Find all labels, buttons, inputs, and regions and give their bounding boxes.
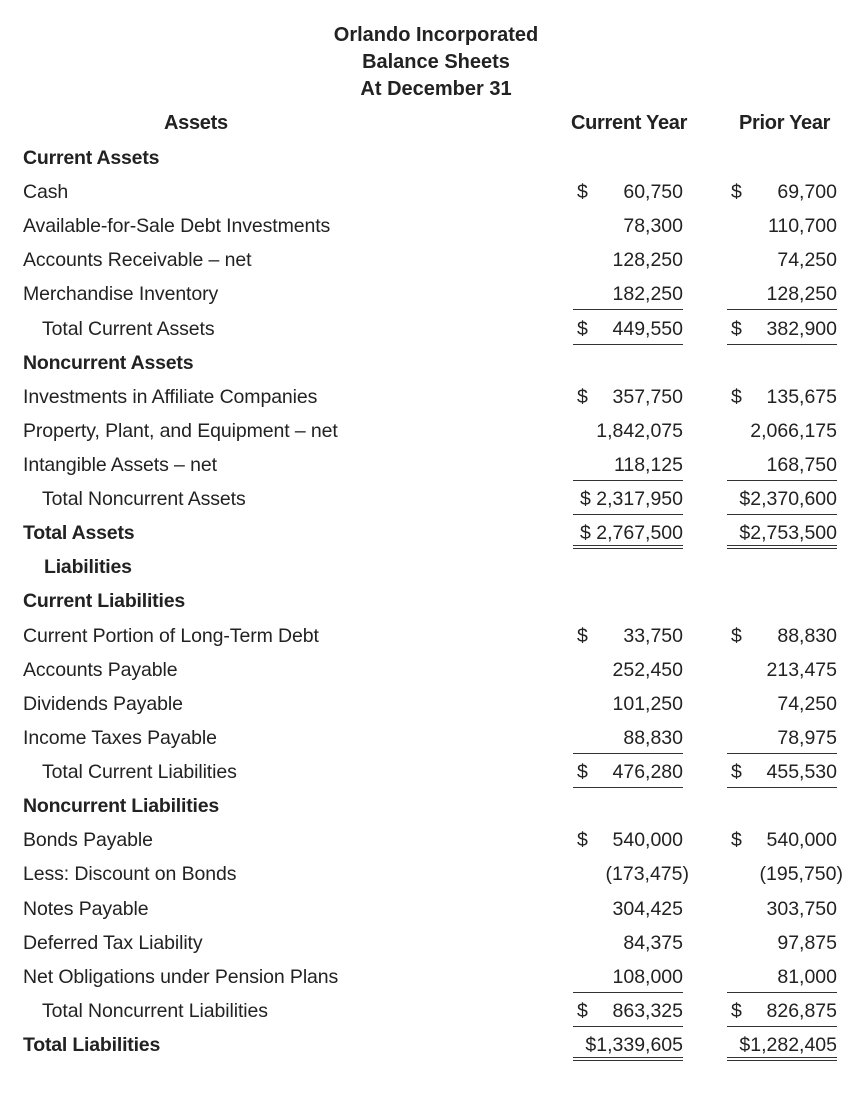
current-year-value: 182,250 [573,276,683,310]
row-inventory [0,276,868,310]
current-year-value: $ 2,767,500 [573,515,683,549]
section-noncurrent-liabilities [0,788,868,822]
prior-year-heading: Prior Year [739,112,831,134]
section-label: Noncurrent Assets [23,352,194,374]
row-label: Current Portion of Long-Term Debt [23,625,319,647]
row-deferred-tax-liability [0,925,868,959]
section-current-assets [0,140,868,174]
row-label: Deferred Tax Liability [23,932,203,954]
prior-year-value: 168,750 [727,447,837,481]
prior-year-value: $2,753,500 [727,515,837,549]
current-year-value: $1,339,605 [573,1027,683,1061]
section-liabilities [0,549,868,583]
section-label: Current Assets [23,147,160,169]
row-pension-obligations [0,959,868,993]
row-income-taxes-payable [0,720,868,754]
current-year-value: 304,425 [612,898,683,920]
current-year-value: $ 540,000 [577,829,683,851]
row-total-noncurrent-liabilities [0,993,868,1027]
row-total-current-liabilities [0,754,868,788]
row-label: Less: Discount on Bonds [23,863,237,885]
current-year-value: $ 357,750 [577,386,683,408]
prior-year-value: 128,250 [727,276,837,310]
current-year-value: (173,475) [605,863,689,885]
prior-year-value: 78,975 [727,720,837,754]
row-bonds-payable [0,822,868,856]
row-label: Accounts Receivable – net [23,249,252,271]
prior-year-value: $ 382,900 [727,311,837,345]
row-total-current-assets [0,311,868,345]
row-current-portion-ltd [0,618,868,652]
current-year-value: 88,830 [573,720,683,754]
row-label: Notes Payable [23,898,149,920]
current-year-value: $ 33,750 [577,625,683,647]
row-afs [0,208,868,242]
row-label: Income Taxes Payable [23,727,217,749]
row-label: Available-for-Sale Debt Investments [23,215,331,237]
row-total-assets [0,515,868,549]
section-label: Current Liabilities [23,590,185,612]
current-year-value: $ 863,325 [573,993,683,1027]
current-year-value: 252,450 [612,659,683,681]
prior-year-value: $ 826,875 [727,993,837,1027]
row-label: Merchandise Inventory [23,283,219,305]
prior-year-value: 74,250 [777,249,837,271]
row-label: Dividends Payable [23,693,183,715]
current-year-value: 1,842,075 [596,420,683,442]
row-notes-payable [0,891,868,925]
row-label: Investments in Affiliate Companies [23,386,318,408]
row-label: Bonds Payable [23,829,153,851]
row-label: Net Obligations under Pension Plans [23,966,339,988]
row-dividends-payable [0,686,868,720]
prior-year-value: $1,282,405 [727,1027,837,1061]
row-label: Cash [23,181,69,203]
row-discount-on-bonds [0,856,868,890]
row-label: Total Assets [23,522,135,544]
prior-year-value: $ 69,700 [731,181,837,203]
current-year-value: $ 2,317,950 [573,481,683,515]
row-total-noncurrent-assets [0,481,868,515]
prior-year-value: $ 88,830 [731,625,837,647]
section-noncurrent-assets [0,345,868,379]
row-label: Intangible Assets – net [23,454,217,476]
prior-year-value: (195,750) [759,863,843,885]
current-year-value: 101,250 [612,693,683,715]
row-label: Accounts Payable [23,659,178,681]
row-label: Total Liabilities [23,1034,161,1056]
prior-year-value: 81,000 [727,959,837,993]
statement-title [270,22,602,103]
current-year-value: 128,250 [612,249,683,271]
current-year-value: 78,300 [623,215,683,237]
prior-year-value: 97,875 [777,932,837,954]
company-name: Orlando Incorporated [333,24,539,46]
statement-date: At December 31 [360,78,512,100]
current-year-value: 108,000 [573,959,683,993]
row-ppe [0,413,868,447]
current-year-value: 84,375 [623,932,683,954]
row-intangibles [0,447,868,481]
row-label: Total Noncurrent Liabilities [42,1000,268,1022]
row-accounts-payable [0,652,868,686]
current-year-value: $ 449,550 [573,311,683,345]
prior-year-value: $ 135,675 [731,386,837,408]
prior-year-value: 110,700 [767,215,837,237]
statement-name: Balance Sheets [362,51,510,73]
prior-year-value: 213,475 [766,659,837,681]
prior-year-value: $ 540,000 [731,829,837,851]
row-cash [0,174,868,208]
current-year-value: 118,125 [573,447,683,481]
row-label: Total Current Liabilities [42,761,237,783]
prior-year-value: $ 455,530 [727,754,837,788]
section-label: Liabilities [44,556,132,578]
prior-year-value: $2,370,600 [727,481,837,515]
row-accounts-receivable [0,242,868,276]
assets-heading: Assets [164,112,228,134]
row-label: Total Noncurrent Assets [42,488,246,510]
current-year-value: $ 476,280 [573,754,683,788]
prior-year-value: 2,066,175 [750,420,837,442]
current-year-value: $ 60,750 [577,181,683,203]
section-current-liabilities [0,583,868,617]
row-label: Property, Plant, and Equipment – net [23,420,338,442]
current-year-heading: Current Year [571,112,688,134]
row-affiliates [0,379,868,413]
row-total-liabilities [0,1027,868,1061]
section-label: Noncurrent Liabilities [23,795,220,817]
prior-year-value: 303,750 [766,898,837,920]
prior-year-value: 74,250 [777,693,837,715]
row-label: Total Current Assets [42,318,215,340]
